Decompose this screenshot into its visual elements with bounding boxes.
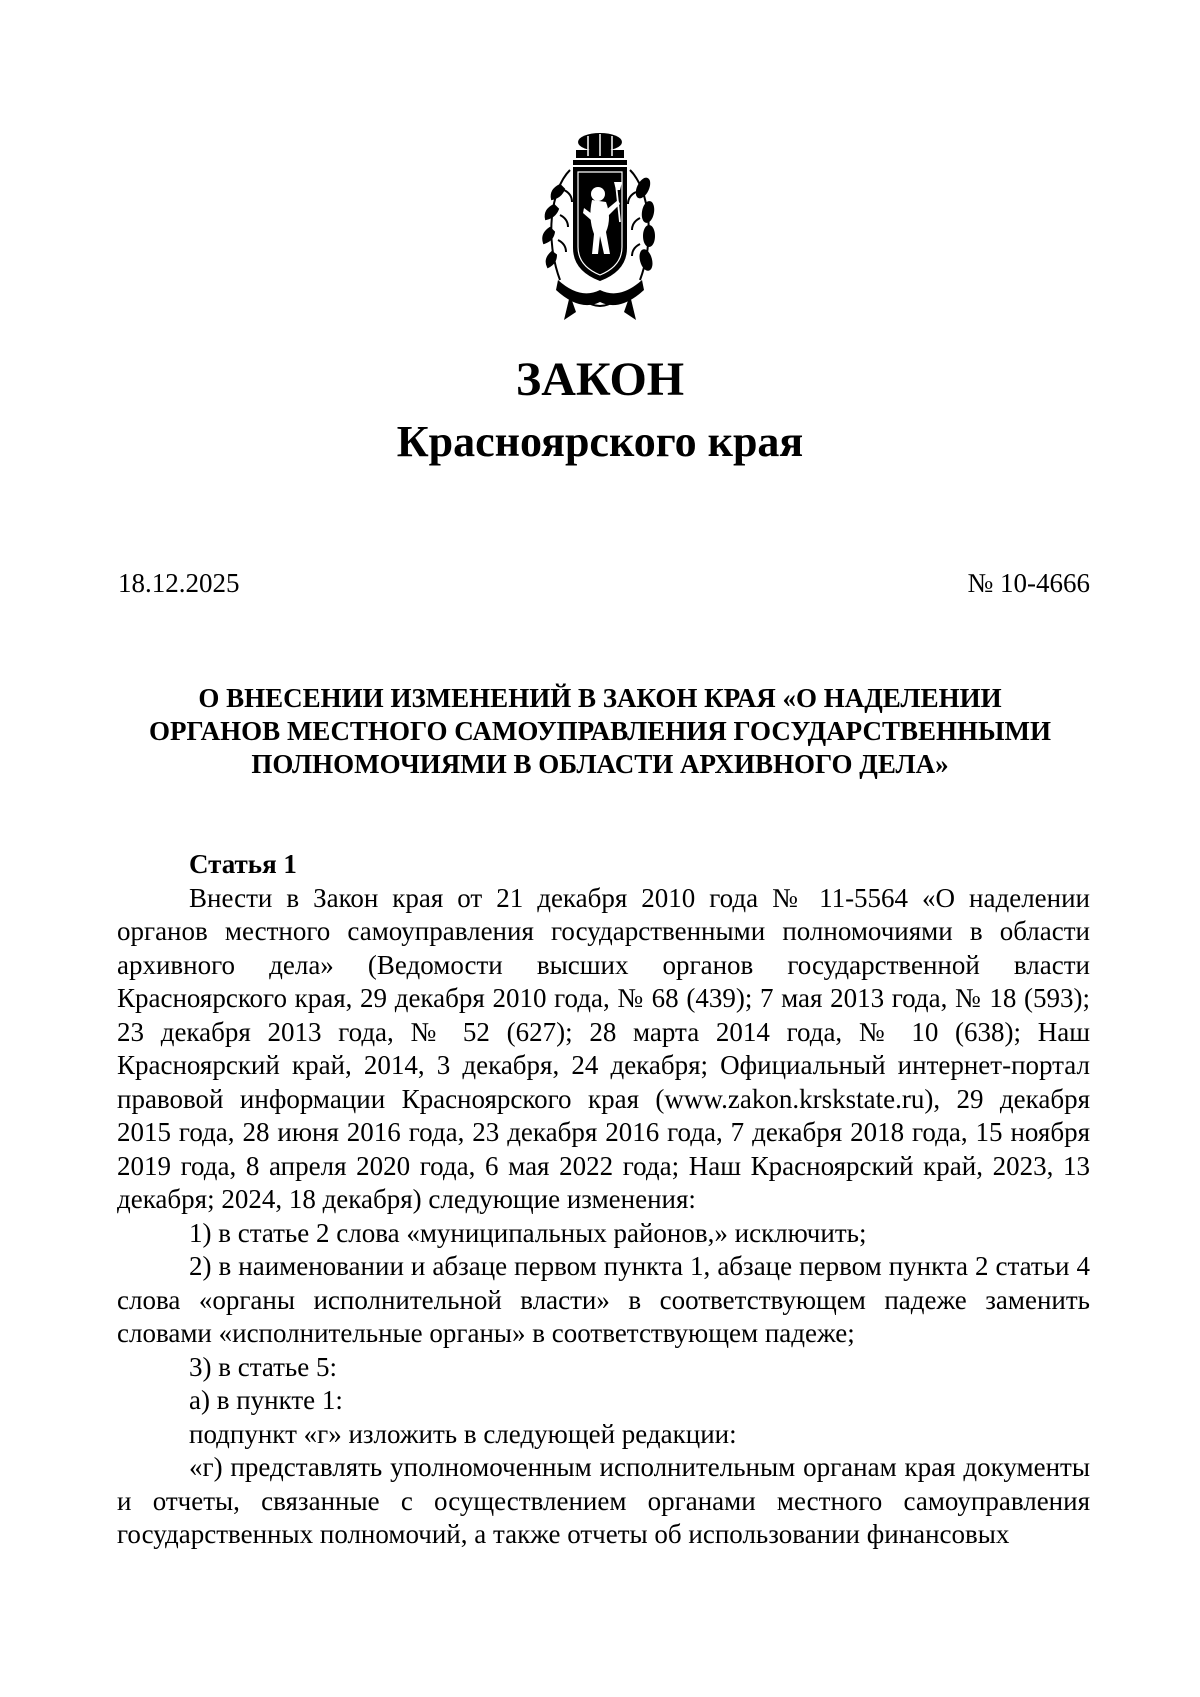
article-paragraph: Внести в Закон края от 21 декабря 2010 года № 11-5564 «О наделении органов местного самоуправления государственными полномочиями в области архивного дела» (Ведомости высших органов государственной власти Красноярского края, 29 декабря 2010 года, № 68 (439); 7 мая 2013 года, № 18 (593); 23 декабря 2013 года, № 52 (627); 28 марта 2014 года, № 10 (638); Наш Красноярский край, 2014, 3 декабря, 24 декабря; Официальный интернет-портал правовой информации Красноярского края (www.zakon.krskstate.ru), 29 декабря 2015 года, 28 июня 2016 года, 23 декабря 2016 года, 7 декабря 2018 года, 15 ноября 2019 года, 8 апреля 2020 года, 6 мая 2022 года; Наш Красноярский край, 2023, 13 декабря; 2024, 18 декабря) следующие изменения:: [117, 882, 1090, 1214]
law-heading-line: ОРГАНОВ МЕСТНОГО САМОУПРАВЛЕНИЯ ГОСУДАРСТВЕННЫМИ: [148, 716, 1052, 746]
document-subtitle: Красноярского края: [396, 417, 804, 466]
law-heading-line: ПОЛНОМОЧИЯМИ В ОБЛАСТИ АРХИВНОГО ДЕЛА»: [251, 749, 949, 779]
document-title: ЗАКОН: [515, 353, 685, 406]
law-heading-line: О ВНЕСЕНИИ ИЗМЕНЕНИЙ В ЗАКОН КРАЯ «О НАДЕЛЕНИИ: [198, 683, 1002, 713]
article-paragraph: «г) представлять уполномоченным исполнительным органам края документы и отчеты, связанные с осуществлением органами местного самоуправления государственных полномочий, а также отчеты об использовании финансовых: [117, 1452, 1090, 1549]
shield-icon: [574, 168, 626, 280]
law-heading: [110, 682, 1090, 781]
crown-icon: [573, 133, 627, 165]
article-paragraph: 1) в статье 2 слова «муниципальных районов,» исключить;: [189, 1217, 867, 1248]
coat-of-arms-emblem: [540, 130, 660, 330]
article-paragraph: подпункт «г» изложить в следующей редакции:: [189, 1418, 737, 1449]
law-number: № 10-4666: [967, 568, 1090, 598]
left-wreath-icon: [543, 170, 572, 280]
ribbon-icon: [556, 280, 644, 320]
article-body: [117, 848, 1090, 1552]
law-date: 18.12.2025: [118, 568, 240, 598]
right-wreath-icon: [628, 170, 655, 280]
article-paragraph: 2) в наименовании и абзаце первом пункта 1, абзаце первом пункта 2 статьи 4 слова «органы исполнительной власти» в соответствующем падеже заменить словами «исполнительные органы» в соответствующем падеже;: [117, 1251, 1090, 1348]
article-paragraph: 3) в статье 5:: [189, 1351, 337, 1382]
article-paragraph: а) в пункте 1:: [189, 1385, 343, 1415]
article-title: Статья 1: [189, 849, 297, 879]
